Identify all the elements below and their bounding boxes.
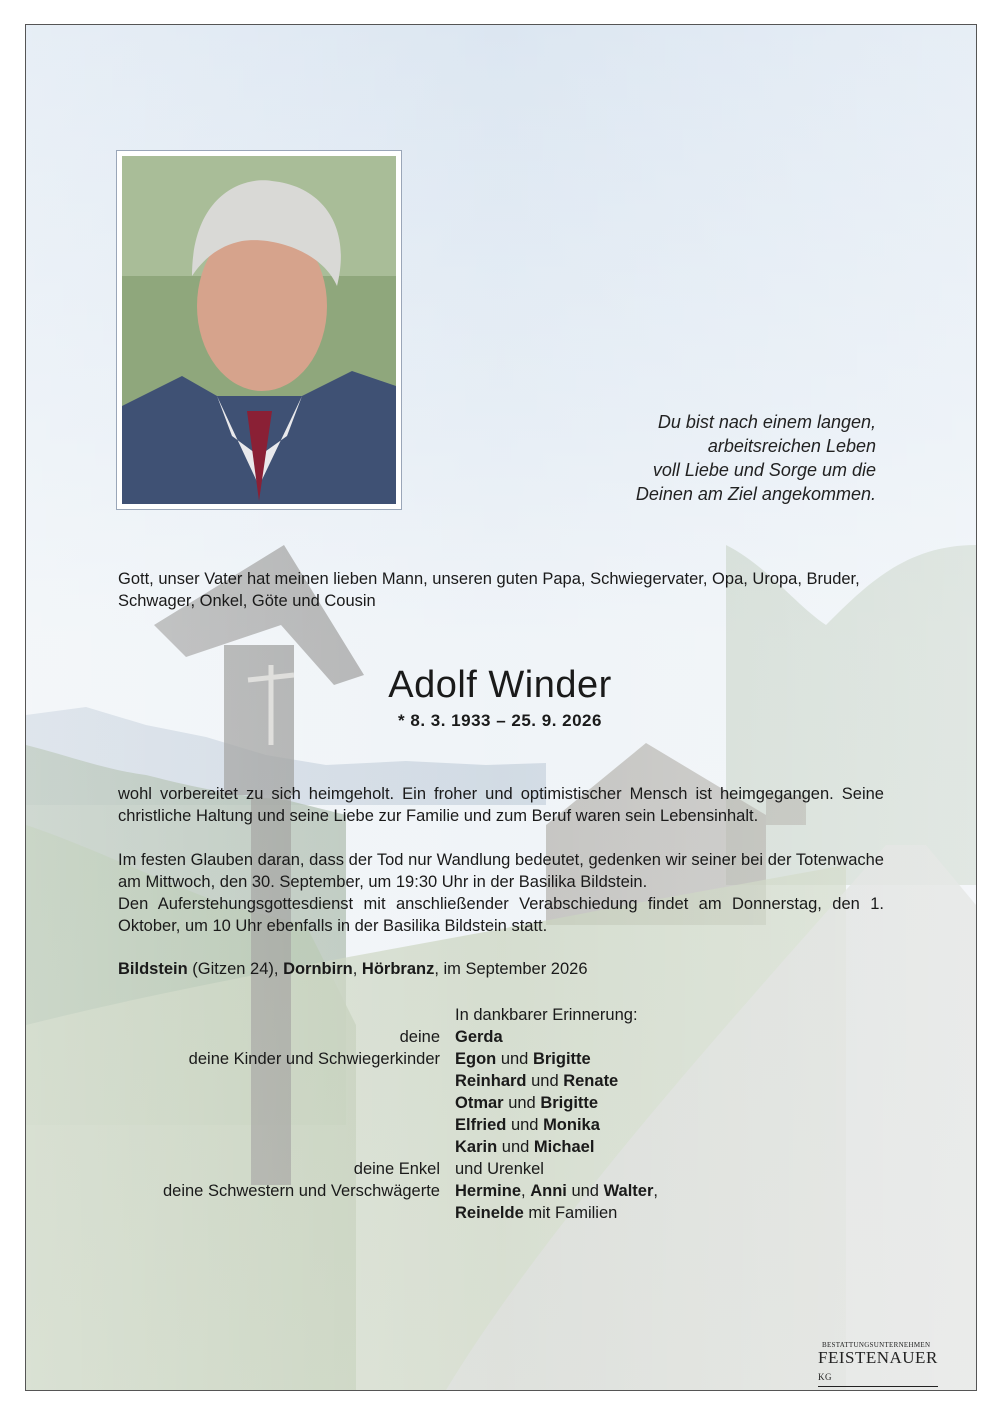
conjunction: und bbox=[506, 1116, 544, 1134]
mourner-name: Elfried bbox=[455, 1116, 507, 1134]
mourners-list bbox=[0, 1004, 1000, 1224]
mourner-name: Michael bbox=[533, 1138, 595, 1156]
place-detail: (Gitzen 24), bbox=[187, 960, 284, 978]
mourner-row bbox=[0, 1048, 1000, 1070]
mourner-name: Brigitte bbox=[540, 1094, 599, 1112]
place-line bbox=[118, 960, 588, 979]
separator: , bbox=[352, 960, 362, 978]
logo-subtitle: BESTATTUNGSUNTERNEHMEN bbox=[822, 1341, 931, 1349]
mourner-name: Egon bbox=[455, 1050, 497, 1068]
mourner-name: Walter bbox=[603, 1182, 654, 1200]
deceased-name: Adolf Winder bbox=[388, 664, 612, 706]
body-paragraph: wohl vorbereitet zu sich heimgeholt. Ein froher und optimistischer Mensch ist heimgegangen. Seine christliche Haltung und seine Liebe zur Familie und zum Beruf waren sein Lebensinhalt. bbox=[118, 785, 884, 825]
place-name: Bildstein bbox=[118, 960, 188, 978]
motto-line: Deinen am Ziel angekommen. bbox=[635, 484, 876, 504]
motto-line: voll Liebe und Sorge um die bbox=[652, 460, 876, 480]
mourner-name: Renate bbox=[563, 1072, 619, 1090]
mourner-row bbox=[0, 1180, 1000, 1202]
relation-label: deine Enkel bbox=[353, 1160, 440, 1178]
conjunction: und bbox=[526, 1072, 564, 1090]
mourner-name: Karin bbox=[455, 1138, 498, 1156]
mourner-row bbox=[0, 1092, 1000, 1114]
mourner-text: mit Familien bbox=[523, 1204, 618, 1222]
conjunction: und bbox=[496, 1050, 533, 1068]
mourner-name: Monika bbox=[543, 1116, 600, 1134]
motto-line: Du bist nach einem langen, bbox=[657, 412, 876, 432]
conjunction: und bbox=[503, 1094, 541, 1112]
separator: , bbox=[653, 1182, 658, 1200]
announcement-body bbox=[118, 783, 884, 959]
portrait-photo bbox=[116, 150, 402, 510]
mourner-name: Hermine bbox=[455, 1182, 522, 1200]
mourner-row bbox=[0, 1136, 1000, 1158]
mourner-name: Reinelde bbox=[455, 1204, 524, 1222]
mourner-row bbox=[0, 1158, 1000, 1180]
separator: , bbox=[521, 1182, 531, 1200]
mourner-row bbox=[0, 1026, 1000, 1048]
relation-label: deine Kinder und Schwiegerkinder bbox=[188, 1050, 440, 1068]
funeral-home-logo bbox=[818, 1341, 938, 1387]
place-name: Hörbranz bbox=[361, 960, 435, 978]
mourner-name: Anni bbox=[530, 1182, 567, 1200]
mourner-name: Otmar bbox=[455, 1094, 504, 1112]
logo-name: FEISTENAUER bbox=[818, 1348, 938, 1367]
conjunction: und bbox=[566, 1182, 604, 1200]
mourner-name: Reinhard bbox=[455, 1072, 527, 1090]
motto-verse bbox=[476, 410, 876, 506]
conjunction: und bbox=[497, 1138, 534, 1156]
mourner-row bbox=[0, 1202, 1000, 1224]
relation-label: deine Schwestern und Verschwägerte bbox=[162, 1182, 440, 1200]
logo-suffix: KG bbox=[818, 1372, 832, 1382]
mourner-name: Brigitte bbox=[532, 1050, 591, 1068]
body-paragraph: Im festen Glauben daran, dass der Tod nur Wandlung bedeutet, gedenken wir seiner bei der Totenwache am Mittwoch, den 30. September, um 19:30 Uhr in der Basilika Bildstein. bbox=[118, 851, 884, 891]
life-dates: * 8. 3. 1933 – 25. 9. 2026 bbox=[398, 711, 602, 730]
intro-text: Gott, unser Vater hat meinen lieben Mann, unseren guten Papa, Schwiegervater, Opa, Uropa, Bruder, Schwager, Onkel, Göte und Cousin bbox=[118, 570, 860, 610]
relation-label: deine bbox=[399, 1028, 440, 1046]
motto-line: arbeitsreichen Leben bbox=[707, 436, 876, 456]
mourner-name: Gerda bbox=[455, 1028, 503, 1046]
place-date: , im September 2026 bbox=[434, 960, 588, 978]
body-paragraph: Den Auferstehungsgottesdienst mit anschließender Verabschiedung findet am Donnerstag, den 1. Oktober, um 10 Uhr ebenfalls in der Basilika Bildstein statt. bbox=[118, 895, 884, 935]
mourner-text: und Urenkel bbox=[455, 1160, 544, 1178]
mourner-row bbox=[0, 1070, 1000, 1092]
place-name: Dornbirn bbox=[283, 960, 353, 978]
mourners-heading: In dankbarer Erinnerung: bbox=[455, 1006, 638, 1024]
mourner-row bbox=[0, 1114, 1000, 1136]
